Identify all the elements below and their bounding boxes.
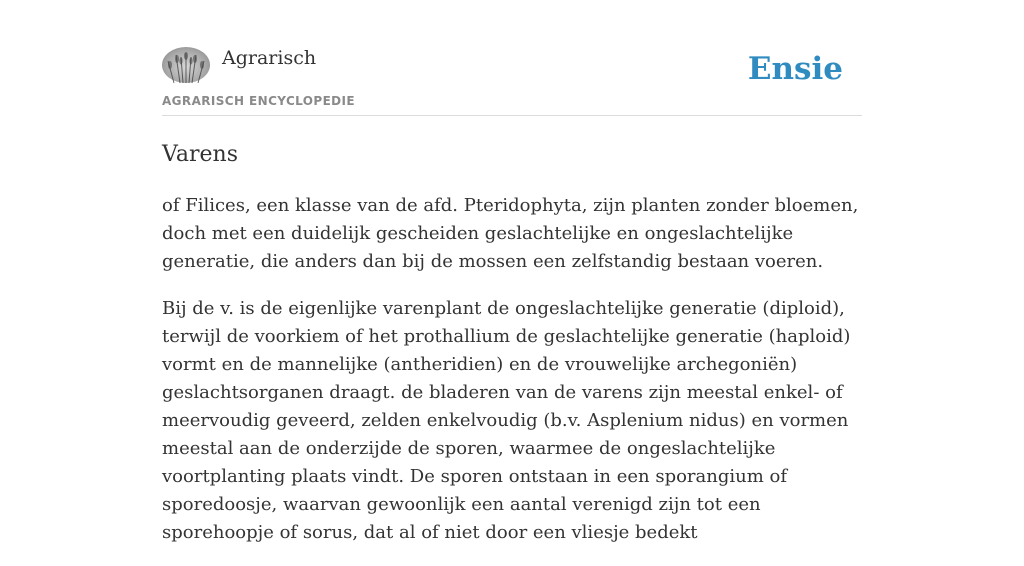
site-header	[162, 0, 862, 116]
brand-logo[interactable]: Ensie	[747, 51, 843, 87]
source-subtitle: AGRARISCH ENCYCLOPEDIE	[162, 94, 355, 108]
source-title[interactable]: Agrarisch	[222, 47, 317, 69]
entry-paragraph: Bij de v. is de eigenlijke varenplant de ongeslachtelijke generatie (diploid), terwijl de voorkiem of het prothallium de geslachtelijke generatie (haploid) vormt en de mannelijke (antheridien) en de vrouwelijke archegoniën) geslachtsorganen draagt. de bladeren van de varens zijn meestal enkel- of meervoudig geveerd, zelden enkelvoudig (b.v. Asplenium nidus) en vormen meestal aan de onderzijde de sporen, waarmee de ongeslachtelijke voortplanting plaats vindt. De sporen ontstaan in een sporangium of sporedoosje, waarvan gewoonlijk een aantal verenigd zijn tot een sporehoopje of sorus, dat al of niet door een vliesje bedekt	[162, 298, 851, 543]
entry-title: Varens	[162, 142, 238, 167]
wheat-engraving-icon[interactable]	[162, 47, 210, 83]
entry-paragraph: of Filices, een klasse van de afd. Pteridophyta, zijn planten zonder bloemen, doch met een duidelijk gescheiden geslachtelijke en ongeslachtelijke generatie, die anders dan bij de mossen een zelfstandig bestaan voeren.	[162, 195, 859, 272]
content-container	[162, 0, 862, 543]
entry-body	[162, 192, 862, 566]
